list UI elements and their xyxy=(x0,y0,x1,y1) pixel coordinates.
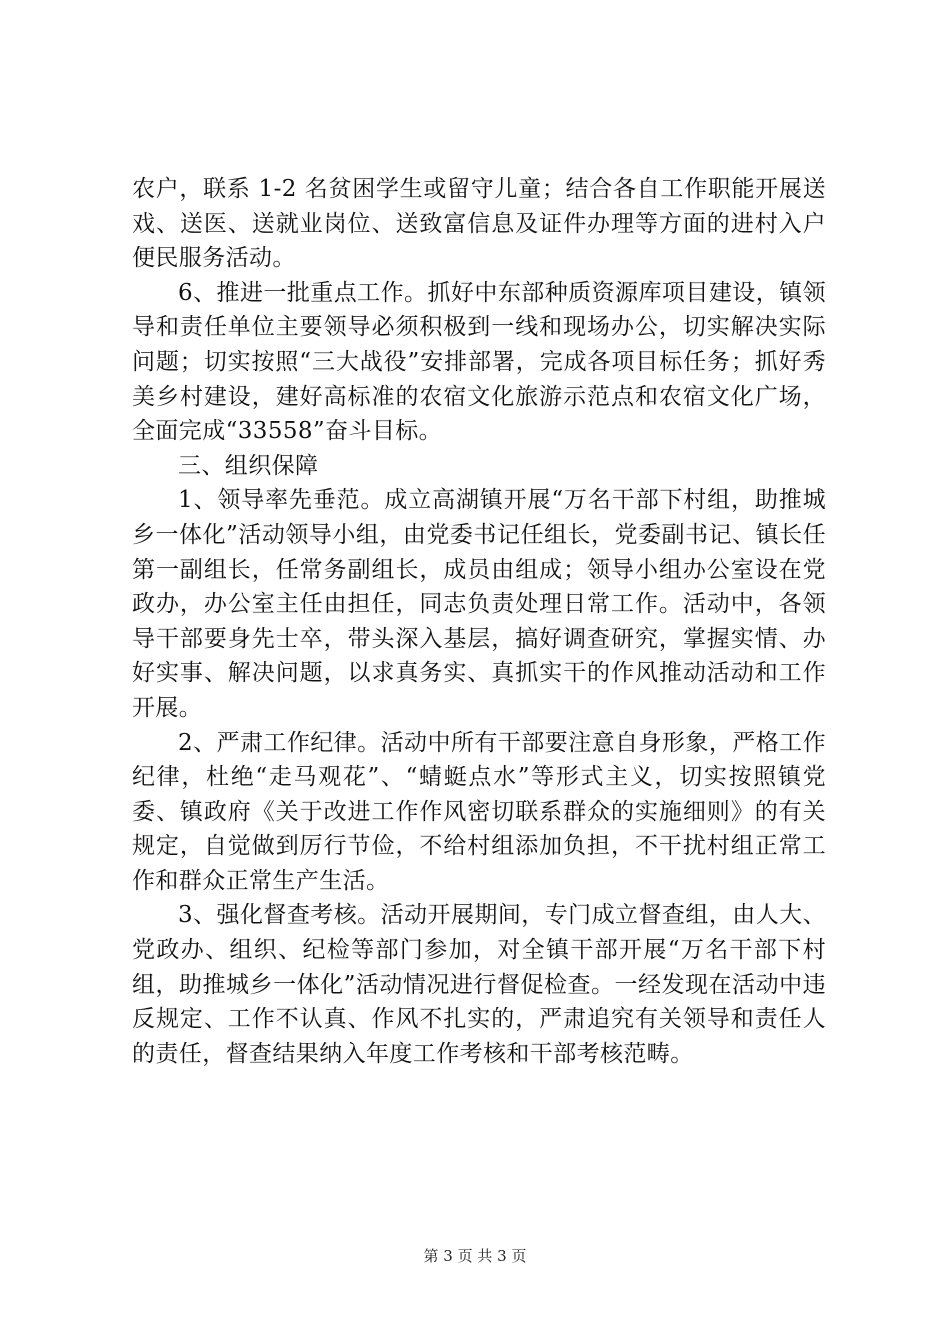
document-body xyxy=(132,172,826,1071)
paragraph-4: 2、严肃工作纪律。活动中所有干部要注意自身形象，严格工作纪律，杜绝“走马观花”、“蜻蜓点水”等形式主义，切实按照镇党委、镇政府《关于改进工作作风密切联系群众的实施细则》的有关规定，自觉做到厉行节俭，不给村组添加负担，不干扰村组正常工作和群众正常生产生活。 xyxy=(132,729,826,894)
paragraph-1: 农户，联系 1-2 名贫困学生或留守儿童；结合各自工作职能开展送戏、送医、送就业岗位、送致富信息及证件办理等方面的进村入户便民服务活动。 xyxy=(132,176,826,272)
page-footer: 第 3 页 共 3 页 xyxy=(423,1247,527,1265)
paragraph-3: 1、领导率先垂范。成立高湖镇开展“万名干部下村组，助推城乡一体化”活动领导小组，由党委书记任组长，党委副书记、镇长任第一副组长，任常务副组长，成员由组成；领导小组办公室设在党政办，办公室主任由担任，同志负责处理日常工作。活动中，各领导干部要身先士卒，带头深入基层，搞好调查研究，掌握实情、办好实事、解决问题，以求真务实、真抓实干的作风推动活动和工作开展。 xyxy=(132,487,826,721)
paragraph-5: 3、强化督查考核。活动开展期间，专门成立督查组，由人大、党政办、组织、纪检等部门参加，对全镇干部开展“万名干部下村组，助推城乡一体化”活动情况进行督促检查。一经发现在活动中违反规定、工作不认真、作风不扎实的，严肃追究有关领导和责任人的责任，督查结果纳入年度工作考核和干部考核范畴。 xyxy=(132,902,826,1067)
paragraph-2: 6、推进一批重点工作。抓好中东部种质资源库项目建设，镇领导和责任单位主要领导必须积极到一线和现场办公，切实解决实际问题；切实按照“三大战役”安排部署，完成各项目标任务；抓好秀美乡村建设，建好高标准的农宿文化旅游示范点和农宿文化广场，全面完成“33558”奋斗目标。 xyxy=(132,279,826,445)
section-heading: 三、组织保障 xyxy=(178,452,319,479)
